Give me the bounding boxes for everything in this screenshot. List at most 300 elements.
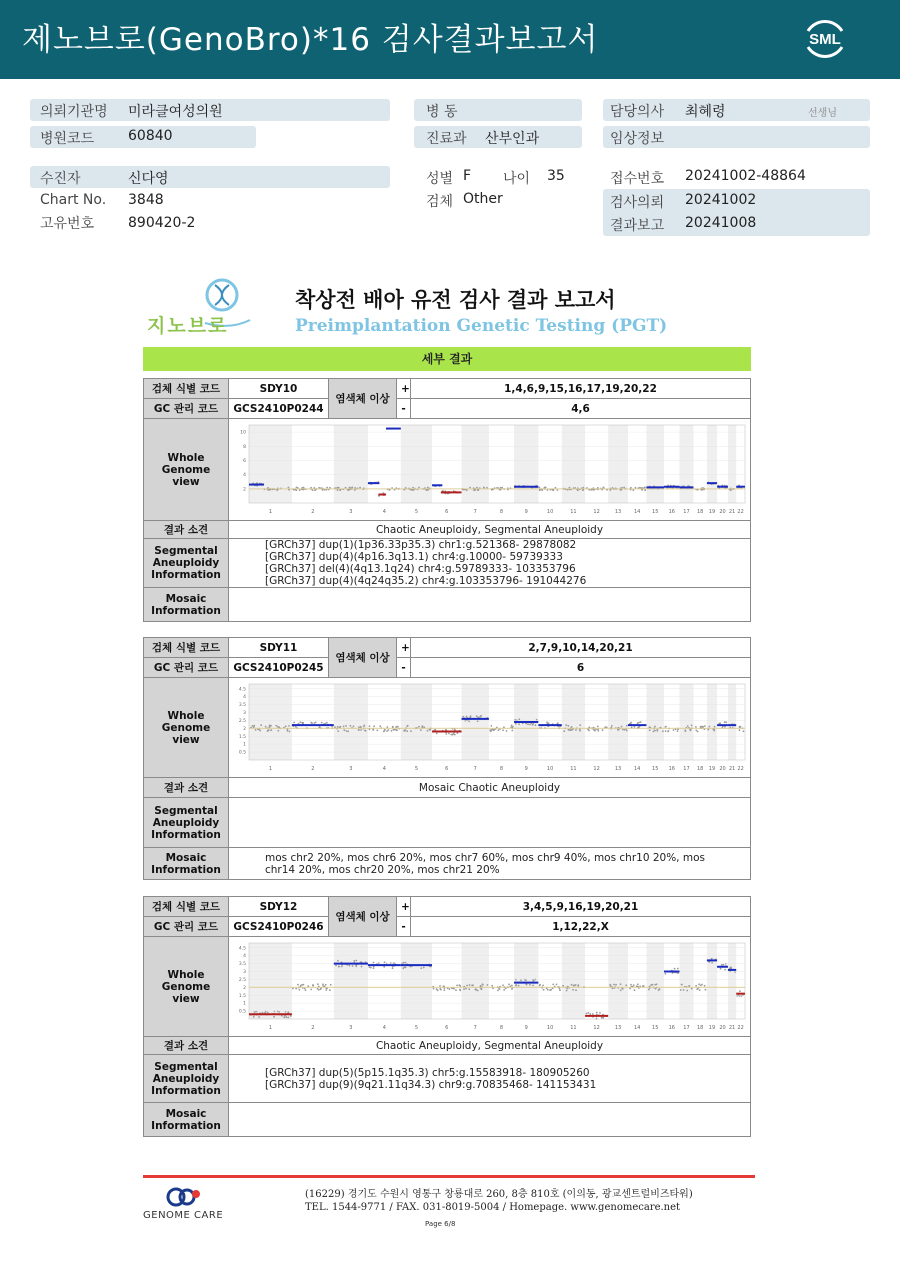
cn-point: [721, 964, 723, 966]
doctor-value: 최혜령: [685, 104, 726, 120]
segmental-line: [GRCh37] dup(4)(4p16.3q13.1) chr4:g.10000- 59739333: [265, 551, 563, 563]
cn-point: [326, 722, 328, 724]
cn-point: [677, 972, 679, 974]
chromosome-label: 17: [683, 766, 690, 772]
cn-point: [588, 730, 590, 732]
chromosome-label: 3: [349, 509, 353, 515]
cn-point: [359, 487, 361, 489]
chromosome-label: 9: [524, 766, 528, 772]
cn-point: [329, 989, 331, 991]
cn-point: [322, 985, 324, 987]
chromosome-band: [334, 425, 368, 503]
cn-point: [597, 726, 599, 728]
cn-point: [418, 487, 420, 489]
cn-point: [490, 725, 492, 727]
cn-point: [295, 726, 297, 728]
cn-point: [569, 487, 571, 489]
y-tick-label: 4.5: [238, 687, 246, 693]
cn-point: [352, 965, 354, 967]
sample-id-value: SDY12: [229, 897, 329, 917]
cn-point: [572, 989, 574, 991]
y-tick-label: 6: [243, 458, 246, 464]
cn-point: [349, 965, 351, 967]
cn-point: [310, 722, 312, 724]
hospital-code-label: 병원코드: [40, 131, 95, 147]
result-label: 결과 소견: [144, 521, 229, 539]
cn-point: [338, 966, 340, 968]
plus-sign: +: [397, 897, 411, 917]
cn-point: [436, 733, 438, 735]
segmental-line: [GRCh37] dup(9)(9q21.11q34.3) chr9:g.70835468- 141153431: [265, 1078, 597, 1091]
chromosome-label: 10: [546, 509, 554, 515]
cn-point: [420, 729, 422, 731]
result-value: Chaotic Aneuploidy, Segmental Aneuploidy: [229, 1037, 751, 1055]
cn-point: [452, 734, 454, 736]
sample-id-value: SDY10: [229, 379, 329, 399]
cn-point: [571, 726, 573, 728]
minus-chromosomes: 6: [411, 658, 751, 678]
chromosome-label: 5: [414, 509, 419, 515]
cn-point: [575, 989, 577, 991]
cn-point: [674, 968, 676, 970]
cn-point: [487, 984, 489, 986]
chromosome-label: 7: [473, 766, 477, 772]
cn-point: [312, 489, 314, 491]
y-tick-label: 10: [240, 430, 246, 436]
chromosome-label: 6: [445, 766, 449, 772]
cn-point: [345, 725, 347, 727]
cn-point: [511, 725, 513, 727]
cn-point: [621, 726, 623, 728]
cn-point: [681, 984, 683, 986]
cn-point: [622, 729, 624, 731]
chromosome-band: [728, 425, 736, 503]
doctor-suffix: 선생님: [808, 108, 837, 119]
cn-point: [641, 489, 643, 491]
cn-point: [373, 725, 375, 727]
cn-point: [503, 989, 505, 991]
cn-point: [449, 988, 451, 990]
address-line: (16229) 경기도 수원시 영통구 창룡대로 260, 8층 810호 (이의동, 광교센트럴비즈타워): [305, 1189, 693, 1200]
cn-point: [270, 729, 272, 731]
cn-point: [358, 726, 360, 728]
cn-point: [552, 984, 554, 986]
request-value: 20241002: [685, 192, 757, 208]
cn-point: [503, 726, 505, 728]
cn-point: [456, 985, 458, 987]
cn-point: [532, 724, 534, 726]
chrom-abn-label: 염색체 이상: [329, 379, 397, 419]
y-tick-label: 2: [243, 985, 246, 991]
cn-point: [343, 729, 345, 731]
cn-point: [392, 967, 394, 969]
plot-area: [249, 425, 745, 503]
specimen-value: Other: [463, 191, 503, 207]
gc-code-value: GCS2410P0245: [229, 658, 329, 678]
cn-point: [575, 729, 577, 731]
cn-point: [695, 726, 697, 728]
chromosome-label: 6: [445, 509, 449, 515]
chromosome-label: 14: [634, 766, 641, 772]
cn-point: [253, 725, 255, 727]
cn-point: [295, 988, 297, 990]
age-label: 나이: [503, 171, 531, 187]
cn-point: [473, 489, 475, 491]
hospital-code-value: 60840: [128, 128, 173, 144]
cn-point: [602, 729, 604, 731]
chromosome-label: 22: [737, 766, 744, 772]
cn-point: [624, 729, 626, 731]
y-tick-label: 3: [243, 970, 246, 975]
cn-point: [273, 1016, 275, 1018]
cn-point: [529, 724, 531, 726]
chromosome-label: 16: [668, 509, 675, 515]
whole-genome-label: Whole Genome view: [144, 678, 229, 778]
y-tick-label: 1: [243, 742, 246, 748]
cn-point: [297, 984, 299, 986]
cn-point: [535, 724, 537, 726]
chromosome-label: 22: [737, 509, 744, 515]
cn-point: [470, 715, 472, 717]
cn-point: [258, 1016, 260, 1018]
cn-point: [373, 967, 375, 969]
cn-point: [691, 988, 693, 990]
request-label: 검사의뢰: [610, 195, 665, 211]
whole-genome-cell: [229, 678, 751, 778]
cn-point: [743, 730, 745, 732]
chromosome-band: [249, 943, 292, 1019]
cn-point: [739, 729, 741, 731]
chromosome-band: [401, 425, 432, 503]
chromosome-label: 21: [728, 1025, 736, 1031]
cn-point: [493, 729, 495, 731]
cn-point: [260, 724, 262, 726]
cn-point: [602, 1017, 604, 1019]
plot-area: [249, 943, 745, 1019]
result-label: 결과 소견: [144, 778, 229, 798]
cn-point: [552, 489, 554, 491]
cn-point: [423, 967, 425, 969]
y-tick-label: 4: [243, 954, 246, 960]
cn-point: [337, 489, 339, 491]
cn-point: [644, 489, 646, 491]
cn-point: [642, 985, 644, 987]
cn-point: [650, 984, 652, 986]
cn-point: [403, 962, 405, 964]
segmental-info: [229, 1055, 751, 1103]
chromosome-label: 18: [697, 766, 704, 772]
sample-id-label: 검체 식별 코드: [144, 638, 229, 658]
cn-point: [369, 725, 371, 727]
cn-point: [511, 985, 513, 987]
cn-point: [589, 1013, 591, 1015]
cn-point: [695, 730, 697, 732]
chromosome-label: 7: [473, 1025, 477, 1031]
chromosome-label: 18: [697, 509, 704, 515]
cn-point: [376, 730, 378, 732]
whole-genome-label: Whole Genome view: [144, 419, 229, 521]
cn-point: [586, 1013, 588, 1015]
cn-point: [569, 729, 571, 731]
segmental-info: [229, 539, 751, 588]
ward-label: 병 동: [426, 104, 458, 120]
cn-point: [539, 487, 541, 489]
minus-sign: -: [397, 917, 411, 937]
minus-chromosomes: 1,12,22,X: [411, 917, 751, 937]
cn-point: [579, 724, 581, 726]
chromosome-label: 16: [668, 766, 675, 772]
specimen-label: 검체: [426, 194, 454, 210]
cn-point: [479, 716, 481, 718]
cn-point: [293, 722, 295, 724]
cn-point: [337, 726, 339, 728]
cn-point: [255, 729, 257, 731]
cn-point: [353, 725, 355, 727]
cn-point: [465, 988, 467, 990]
chromosome-band: [728, 684, 736, 760]
cn-point: [683, 989, 685, 991]
cn-point: [469, 487, 471, 489]
chromosome-band: [401, 943, 432, 1019]
chromosome-label: 3: [349, 1025, 353, 1031]
cn-point: [723, 964, 725, 966]
cn-point: [563, 730, 565, 732]
cn-point: [299, 489, 301, 491]
cn-point: [687, 725, 689, 727]
cn-point: [541, 489, 543, 491]
chromosome-band: [680, 684, 694, 760]
cn-point: [665, 726, 667, 728]
cn-point: [704, 725, 706, 727]
chromosome-label: 19: [708, 766, 716, 772]
sample-table: [143, 378, 751, 622]
cn-point: [639, 487, 641, 489]
chromosome-label: 9: [524, 1025, 528, 1031]
info-box: [30, 166, 390, 188]
gc-code-label: GC 관리 코드: [144, 399, 229, 419]
cn-point: [543, 989, 545, 991]
chromosome-label: 11: [570, 1025, 577, 1031]
chromosome-label: 19: [708, 509, 716, 515]
chromosome-label: 14: [634, 509, 641, 515]
mosaic-label: Mosaic Information: [144, 1103, 229, 1137]
cn-point: [426, 489, 428, 491]
cn-point: [508, 983, 510, 985]
chromosome-label: 21: [728, 766, 736, 772]
cn-point: [265, 726, 267, 728]
result-value: Chaotic Aneuploidy, Segmental Aneuploidy: [229, 521, 751, 539]
cn-point: [443, 985, 445, 987]
cn-point: [334, 726, 336, 728]
id-value: 890420-2: [128, 215, 196, 231]
whole-genome-cell: [229, 937, 751, 1037]
y-tick-label: 2: [243, 726, 246, 732]
chromosome-label: 18: [697, 1025, 704, 1031]
cn-point: [463, 988, 465, 990]
chromosome-label: 4: [382, 766, 386, 772]
cn-point: [383, 731, 385, 733]
cn-point: [361, 966, 363, 968]
cn-point: [443, 989, 445, 991]
cn-point: [573, 985, 575, 987]
cn-point: [351, 487, 353, 489]
cn-point: [423, 726, 425, 728]
cn-point: [548, 722, 550, 724]
cn-point: [277, 1011, 279, 1013]
plus-sign: +: [397, 379, 411, 399]
sml-logo-text: SML: [809, 31, 841, 48]
cn-point: [587, 1012, 589, 1014]
minus-sign: -: [397, 658, 411, 678]
report-header-title: 제노브로(GenoBro)*16 검사결과보고서: [22, 22, 599, 58]
y-tick-label: 0.5: [238, 1009, 246, 1015]
cn-point: [714, 726, 716, 728]
cn-point: [270, 725, 272, 727]
genobro-logo: [145, 275, 255, 339]
chromosome-label: 2: [311, 509, 315, 515]
cn-point: [392, 726, 394, 728]
y-tick-label: 4: [243, 695, 246, 701]
whole-genome-label: Whole Genome view: [144, 937, 229, 1037]
chart-label: Chart No.: [40, 192, 107, 208]
segmental-line: [GRCh37] del(4)(4q13.1q24) chr4:g.59789333- 103353796: [265, 563, 576, 575]
receipt-label: 접수번호: [610, 171, 665, 187]
cn-point: [391, 730, 393, 732]
cn-point: [609, 489, 611, 491]
age-value: 35: [547, 168, 565, 184]
cn-point: [396, 729, 398, 731]
cn-point: [355, 960, 357, 962]
chromosome-band: [680, 943, 694, 1019]
chromosome-label: 17: [683, 1025, 690, 1031]
chromosome-label: 19: [708, 1025, 716, 1031]
cn-point: [466, 985, 468, 987]
whole-genome-plot: [233, 421, 747, 515]
cn-point: [412, 487, 414, 489]
gc-code-label: GC 관리 코드: [144, 658, 229, 678]
segmental-label: Segmental Aneuploidy Information: [144, 798, 229, 848]
cn-point: [319, 726, 321, 728]
cn-point: [312, 984, 314, 986]
sex-label: 성별: [426, 171, 454, 187]
cn-point: [429, 729, 431, 731]
report-value: 20241008: [685, 215, 757, 231]
patient-label: 수진자: [40, 171, 81, 187]
chromosome-label: 14: [634, 1025, 641, 1031]
chrom-abn-label: 염색체 이상: [329, 897, 397, 937]
report-title: 착상전 배아 유전 검사 결과 보고서: [295, 288, 616, 312]
cn-point: [518, 718, 520, 720]
cn-point: [640, 721, 642, 723]
genome-care-name: GENOME CARE: [143, 1210, 224, 1221]
cn-point: [620, 989, 622, 991]
chromosome-label: 5: [414, 766, 419, 772]
cn-point: [476, 715, 478, 717]
chromosome-band: [608, 943, 628, 1019]
chromosome-label: 21: [728, 509, 736, 515]
chromosome-band: [707, 425, 717, 503]
cn-point: [300, 721, 302, 723]
chromosome-label: 17: [683, 509, 690, 515]
cn-point: [482, 983, 484, 985]
chromosome-band: [249, 425, 292, 503]
y-tick-label: 4: [243, 473, 246, 479]
cn-point: [704, 985, 706, 987]
minus-chromosomes: 4,6: [411, 399, 751, 419]
cn-point: [604, 726, 606, 728]
cn-point: [475, 988, 477, 990]
cn-point: [592, 1013, 594, 1015]
cn-point: [445, 733, 447, 735]
cn-point: [290, 1015, 292, 1017]
dept-label: 진료과: [426, 131, 467, 147]
cn-point: [468, 720, 470, 722]
cn-point: [502, 729, 504, 731]
patient-value: 신다영: [128, 171, 169, 187]
cn-point: [317, 983, 319, 985]
plus-chromosomes: 3,4,5,9,16,19,20,21: [411, 897, 751, 917]
cn-point: [685, 730, 687, 732]
cn-point: [326, 487, 328, 489]
cn-point: [592, 489, 594, 491]
chromosome-band: [562, 425, 585, 503]
cn-point: [597, 729, 599, 731]
chromosome-band: [646, 684, 664, 760]
segmental-line: [GRCh37] dup(5)(5p15.1q35.3) chr5:g.15583918- 180905260: [265, 1066, 590, 1079]
y-tick-label: 1.5: [238, 993, 246, 999]
mosaic-label: Mosaic Information: [144, 588, 229, 622]
cn-point: [509, 985, 511, 987]
chromosome-band: [562, 684, 585, 760]
cn-point: [289, 731, 291, 733]
cn-point: [512, 726, 514, 728]
cn-point: [725, 963, 727, 965]
cn-point: [459, 985, 461, 987]
cn-point: [634, 726, 636, 728]
report-label: 결과보고: [610, 218, 665, 234]
cn-point: [515, 979, 517, 981]
cn-point: [379, 725, 381, 727]
chromosome-label: 12: [593, 766, 600, 772]
cn-point: [557, 722, 559, 724]
chromosome-label: 15: [652, 509, 659, 515]
chromosome-label: 11: [570, 766, 577, 772]
cn-point: [262, 1012, 264, 1014]
chromosome-label: 8: [499, 509, 504, 515]
y-tick-label: 0.5: [238, 750, 246, 756]
cn-point: [566, 990, 568, 992]
cn-point: [277, 726, 279, 728]
minus-sign: -: [397, 399, 411, 419]
cn-point: [378, 962, 380, 964]
cn-point: [421, 726, 423, 728]
cn-point: [360, 729, 362, 731]
cn-point: [337, 730, 339, 732]
plus-chromosomes: 1,4,6,9,15,16,17,19,20,22: [411, 379, 751, 399]
cn-point: [267, 1012, 269, 1014]
cn-point: [542, 985, 544, 987]
footer-divider: [143, 1175, 755, 1178]
cn-point: [448, 733, 450, 735]
chromosome-band: [680, 425, 694, 503]
y-tick-label: 2: [243, 487, 246, 493]
cn-point: [462, 716, 464, 718]
mosaic-info: [229, 588, 751, 622]
cn-point: [571, 984, 573, 986]
cn-point: [626, 725, 628, 727]
cn-point: [656, 729, 658, 731]
cn-point: [545, 487, 547, 489]
